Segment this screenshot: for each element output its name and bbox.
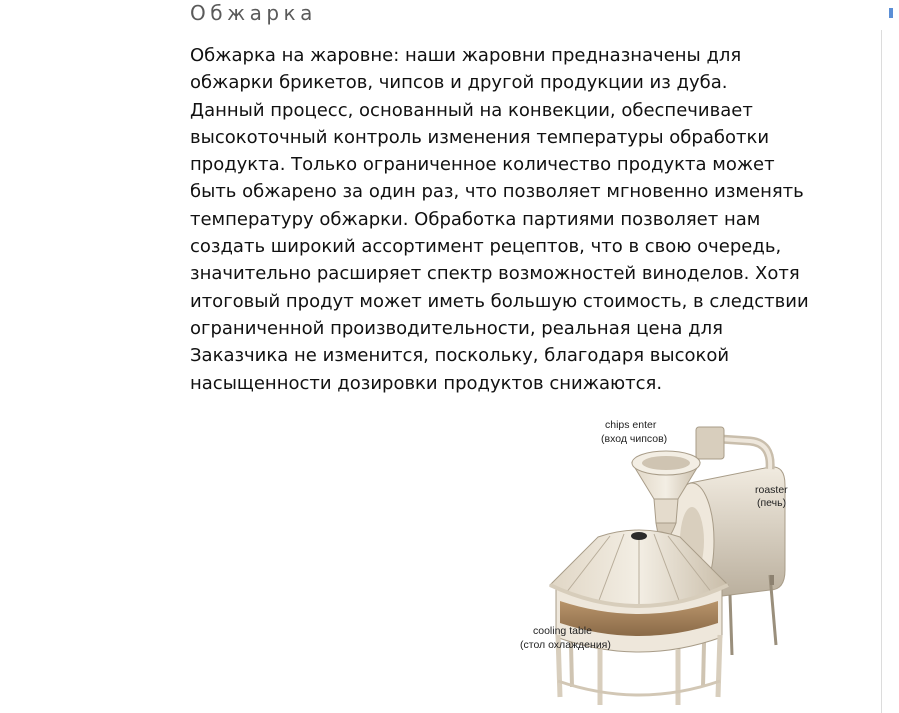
paragraph-line: Заказчика не изменится, поскольку, благодаря высокой [190,345,730,367]
paragraph-line: быть обжарено за один раз, что позволяет мгновенно изменять [190,181,804,203]
description-paragraph [190,42,830,397]
label-chips-enter-en: chips enter [605,419,657,431]
paragraph-line: высокоточный контроль изменения температуры обработки [190,126,770,148]
paragraph-line: продукта. Только ограниченное количество продукта может [190,154,775,176]
label-chips-enter-ru: (вход чипсов) [601,433,668,445]
label-cooling-table-ru: (стол охлаждения) [520,639,611,651]
window-edge-divider [881,30,882,713]
exhaust-pipe [696,427,770,469]
paragraph-line: Обжарка на жаровне: наши жаровни предназначены для [190,45,742,66]
paragraph-line: обжарки брикетов, чипсов и другой продукции из дуба. [190,72,728,94]
paragraph-line: создать широкий ассортимент рецептов, что в свою очередь, [190,236,782,258]
roaster-illustration [500,405,840,710]
paragraph-line: ограниченной производительности, реальная цена для [190,317,723,339]
page-heading: Обжарка [190,1,317,25]
label-roaster-ru: (печь) [757,497,787,509]
label-roaster-en: roaster [755,484,788,496]
paragraph-line: температуру обжарки. Обработка партиями позволяет нам [190,208,761,230]
paragraph-line: насыщенности дозировки продуктов снижаются. [190,372,663,394]
paragraph-line: итоговый продут может иметь большую стоимость, в следствии [190,290,809,312]
paragraph-line: значительно расширяет спектр возможностей виноделов. Хотя [190,263,800,285]
scroll-marker [889,8,893,18]
paragraph-line: Данный процесс, основанный на конвекции, обеспечивает [190,99,753,121]
label-cooling-table-en: cooling table [533,625,592,637]
